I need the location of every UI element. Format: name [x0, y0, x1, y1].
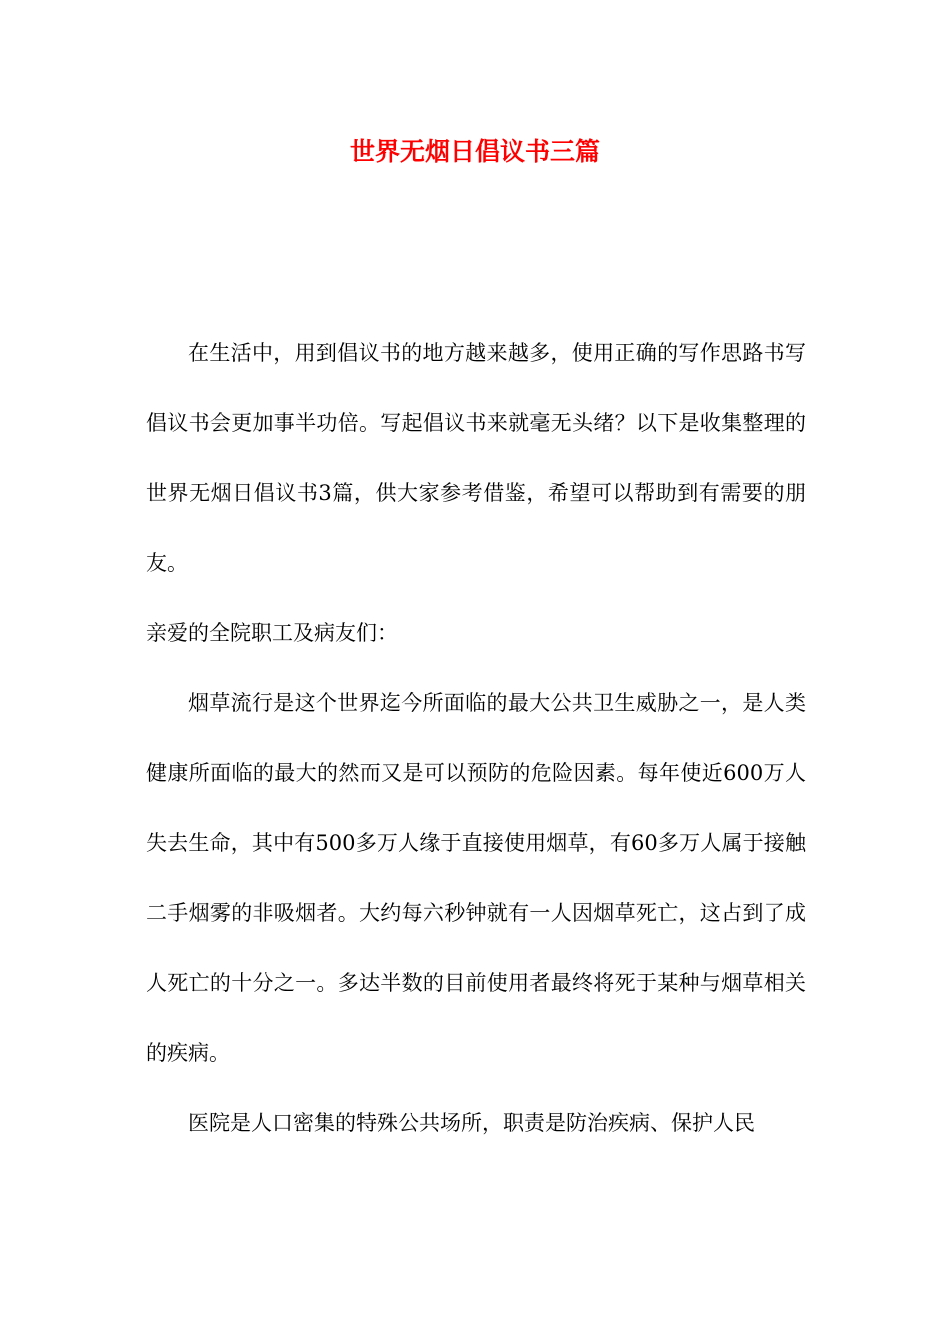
document-body: [146, 318, 806, 1158]
document-title: 世界无烟日倡议书三篇: [349, 137, 600, 166]
paragraph-salutation: 亲爱的全院职工及病友们：: [146, 621, 398, 645]
paragraph-hospital: 医院是人口密集的特殊公共场所，职责是防治疾病、保护人民: [188, 1111, 755, 1135]
paragraph-tobacco-threat: 烟草流行是这个世界迄今所面临的最大公共卫生威胁之一，是人类健康所面临的最大的然而又是可以预防的危险因素。每年使近600万人失去生命，其中有500多万人缘于直接使用烟草，有60多万人属于接触二手烟雾的非吸烟者。大约每六秒钟就有一人因烟草死亡，这占到了成人死亡的十分之一。多达半数的目前使用者最终将死于某种与烟草相关的疾病。: [146, 691, 806, 1065]
paragraph-intro: 在生活中，用到倡议书的地方越来越多，使用正确的写作思路书写倡议书会更加事半功倍。写起倡议书来就毫无头绪？以下是收集整理的世界无烟日倡议书3篇，供大家参考借鉴，希望可以帮助到有需要的朋友。: [146, 341, 806, 575]
